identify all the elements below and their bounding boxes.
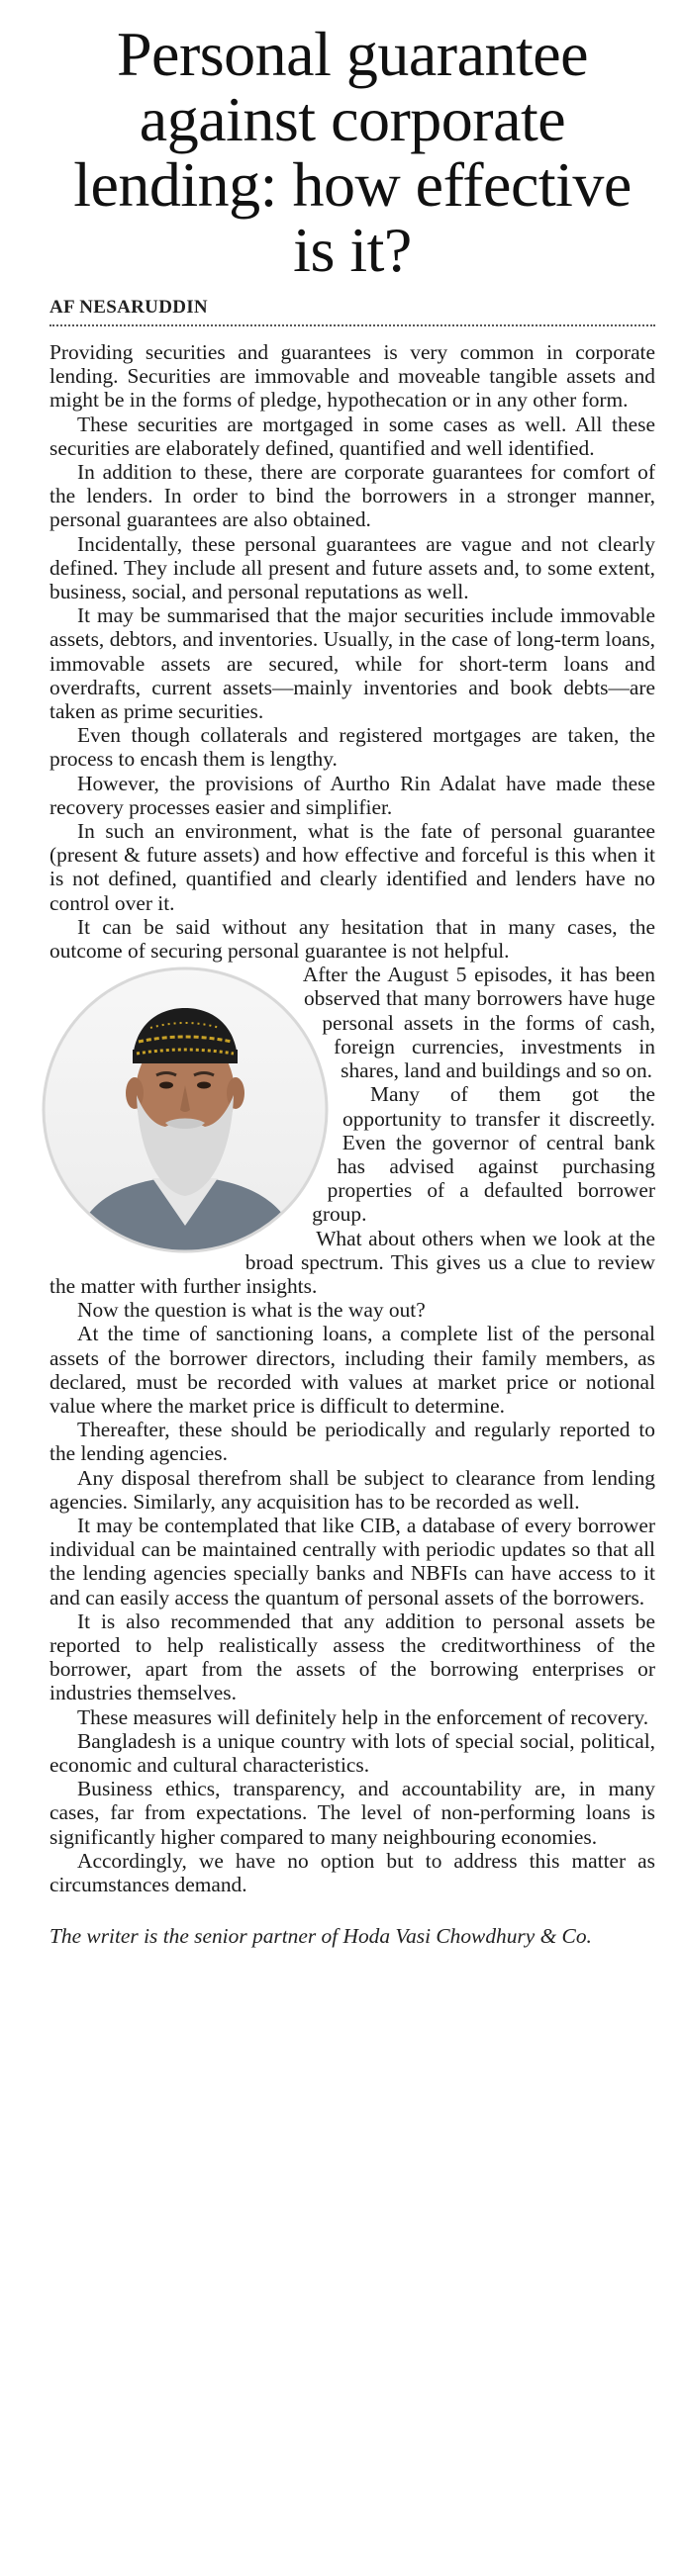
paragraph-12: What about others when we look at the broad spectrum. This gives us a clue to review the matter with further insights. [49,1226,655,1298]
paragraph-17: It may be contemplated that like CIB, a database of every borrower individual can be maintained centrally with periodic updates so that all the lending agencies specially banks and NBFIs can have access to it and can easily access the quantum of personal assets of the borrowers. [49,1513,655,1610]
paragraph-1: Providing securities and guarantees is very common in corporate lending. Securities are immovable and moveable tangible assets and might be in the forms of pledge, hypothecation or in any other form. [49,340,655,413]
paragraph-19: These measures will definitely help in the enforcement of recovery. [77,1704,649,1729]
paragraph-7: However, the provisions of Aurtho Rin Adalat have made these recovery processes easier and simplifier. [49,771,655,819]
article-body [49,340,655,1896]
paragraph-16: Any disposal therefrom shall be subject to clearance from lending agencies. Similarly, any acquisition has to be recorded as well. [49,1465,655,1514]
article-page [0,19,683,2576]
paragraph-2: These securities are mortgaged in some cases as well. All these securities are elaborately defined, quantified and well identified. [49,412,655,460]
author-portrait-icon [42,966,329,1253]
paragraph-15: Thereafter, these should be periodically and regularly reported to the lending agencies. [49,1418,655,1466]
paragraph-9: It can be said without any hesitation that in many cases, the outcome of securing personal guarantee is not helpful. [49,914,655,964]
author-portrait-graphic [42,966,329,1253]
paragraph-20: Bangladesh is a unique country with lots of special social, political, economic and cultural characteristics. [49,1728,655,1777]
paragraph-11: Many of them got the opportunity to transfer it discreetly. Even the governor of central bank has advised against purchasing properties of a defaulted borrower group. [312,1082,655,1227]
paragraph-21: Business ethics, transparency, and accountability are, in many cases, far from expectations. The level of non-performing loans is significantly higher compared to many neighbouring economies. [49,1777,655,1849]
paragraph-10: After the August 5 episodes, it has been observed that many borrowers have huge personal assets in the forms of cash, foreign currencies, investments in shares, land and buildings and so on. [302,963,655,1083]
author-note: The writer is the senior partner of Hoda Vasi Chowdhury & Co. [49,1924,592,1949]
paragraph-13: Now the question is what is the way out? [77,1298,426,1323]
paragraph-4: Incidentally, these personal guarantees are vague and not clearly defined. They include all present and future assets and, to some extent, business, social, and personal reputations as well. [49,531,655,604]
author-byline: AF NESARUDDIN [49,297,655,326]
paragraph-8: In such an environment, what is the fate of personal guarantee (present & future assets) and how effective and forceful is this when it is not defined, quantified and clearly identified and lenders have no control over it. [49,819,655,915]
paragraph-5: It may be summarised that the major securities include immovable assets, debtors, and inventories. Usually, in the case of long-term loans, immovable assets are secured, while for short-term loans and overdrafts, current assets—mainly inventories and book debts—are taken as prime securities. [49,603,655,724]
paragraph-6: Even though collaterals and registered mortgages are taken, the process to encash them is lengthy. [49,723,655,772]
paragraph-18: It is also recommended that any addition to personal assets be reported to help realistically assess the creditworthiness of the borrower, apart from the assets of the borrowing enterprises or industries themselves. [49,1609,655,1705]
paragraph-3: In addition to these, there are corporate guarantees for comfort of the lenders. In order to bind the borrowers in a stronger manner, personal guarantees are also obtained. [49,460,655,532]
paragraph-22: Accordingly, we have no option but to address this matter as circumstances demand. [49,1848,655,1896]
headline: Personal guarantee against corporate lending: how effective is it? [73,19,632,285]
paragraph-14: At the time of sanctioning loans, a complete list of the personal assets of the borrower directors, including their family members, as declared, must be recorded with values at market price or notional value where the market price is difficult to determine. [49,1322,655,1418]
